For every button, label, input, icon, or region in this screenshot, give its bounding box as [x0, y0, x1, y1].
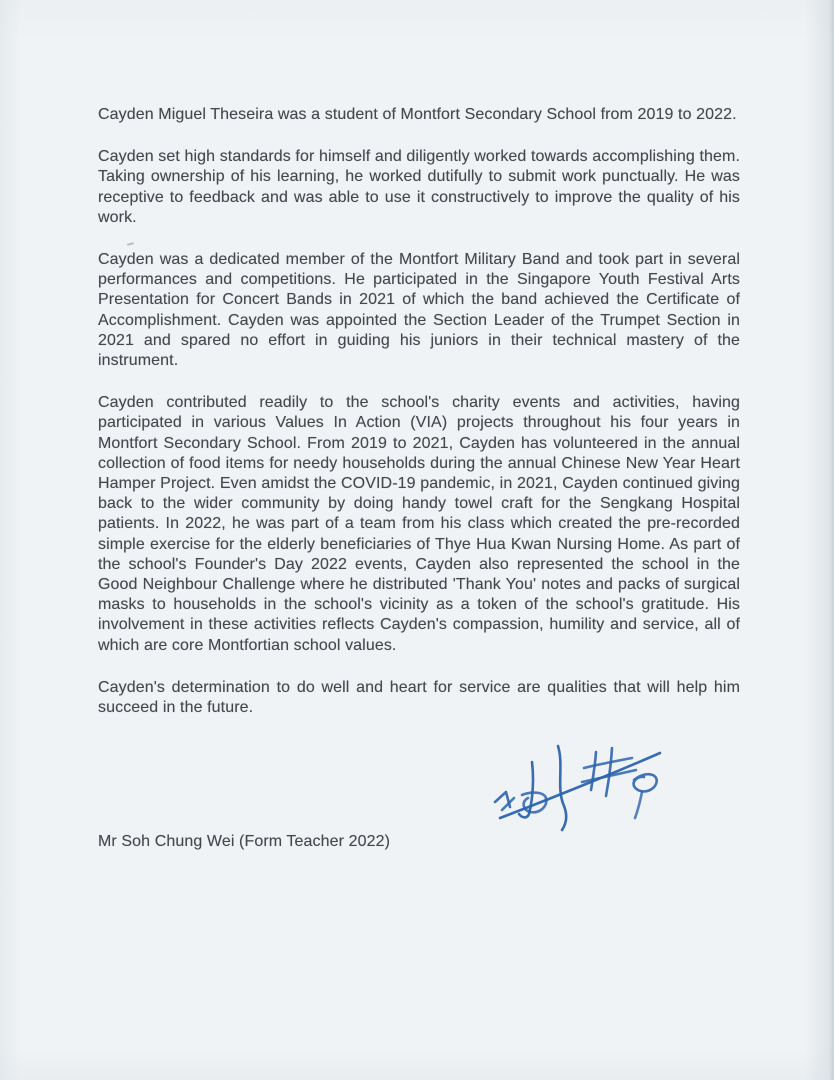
signoff-name: Mr Soh Chung Wei (Form Teacher 2022) [98, 833, 391, 851]
paragraph-band: Cayden was a dedicated member of the Montfort Military Band and took part in several performances and competitions. He participated in the Singapore Youth Festival Arts Presentation for Concert Bands in 2021 of which the band achieved the Certificate of Accomplishment. Cayden was appointed the Section Leader of the Trumpet Section in 2021 and spared no effort in guiding his juniors in their technical mastery of the instrument. [98, 251, 740, 370]
signature-ink-handwriting [492, 740, 682, 835]
letter-body [98, 105, 740, 852]
signature-zone [98, 740, 740, 832]
paragraph-intro: Cayden Miguel Theseira was a student of Montfort Secondary School from 2019 to 2022. [98, 106, 737, 123]
paragraph-charity-via: Cayden contributed readily to the school's charity events and activities, having participated in various Values In Action (VIA) projects throughout his four years in Montfort Secondary School. From 2019 to 2021, Cayden has volunteered in the annual collection of food items for needy households during the annual Chinese New Year Heart Hamper Project. Even amidst the COVID-19 pandemic, in 2021, Cayden continued giving back to the wider community by doing handy towel craft for the Sengkang Hospital patients. In 2022, he was part of a team from his class which created the pre-recorded simple exercise for the elderly beneficiaries of Thye Hua Kwan Nursing Home. As part of the school's Founder's Day 2022 events, Cayden also represented the school in the Good Neighbour Challenge where he distributed 'Thank You' notes and packs of surgical masks to households in the school's vicinity as a token of the school's gratitude. His involvement in these activities reflects Cayden's compassion, humility and service, all of which are core Montfortian school values. [98, 394, 740, 654]
paragraph-closing: Cayden's determination to do well and heart for service are qualities that will help him succeed in the future. [98, 678, 740, 717]
paragraph-standards: Cayden set high standards for himself and diligently worked towards accomplishing them. Taking ownership of his learning, he worked dutifully to submit work punctually. He was receptive to feedback and was able to use it constructively to improve the quality of his work. [98, 148, 740, 226]
